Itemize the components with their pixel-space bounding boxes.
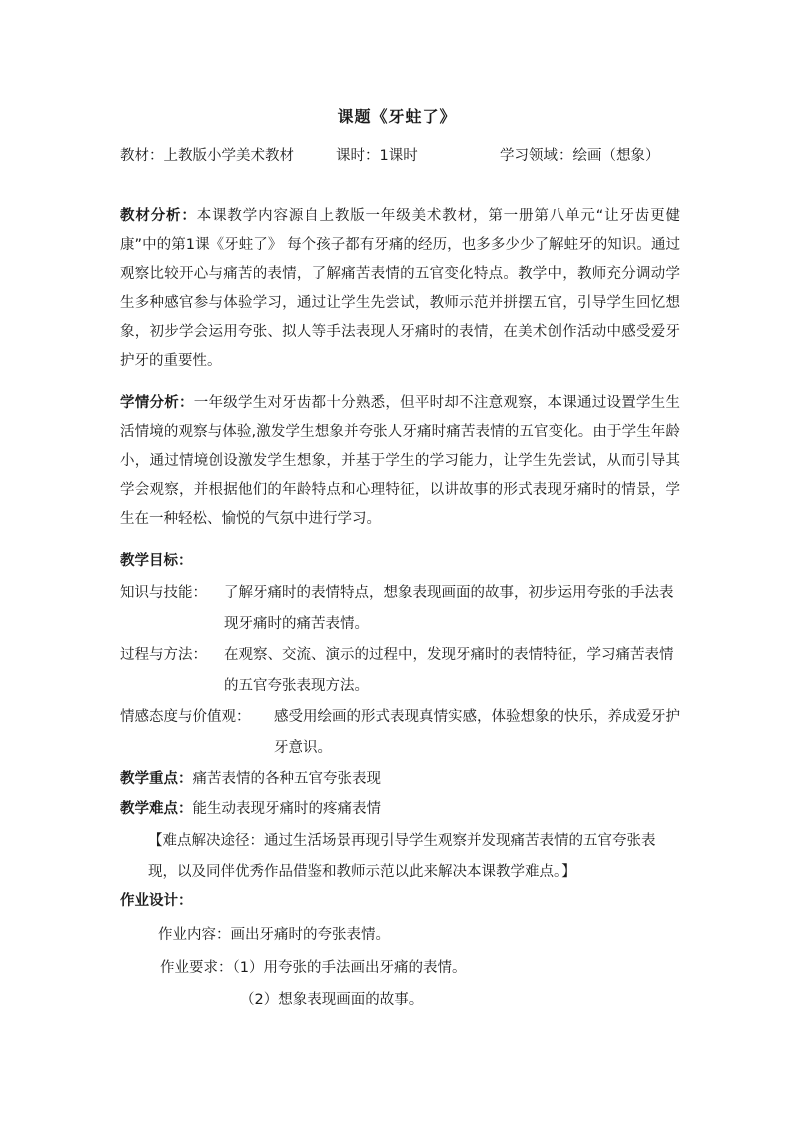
lesson-title: 课题《牙蛀了》 bbox=[337, 107, 457, 126]
textbook-analysis-text: 本课教学内容源自上教版一年级美术教材，第一册第八单元“让牙齿更健康”中的第1课《牙蛀了》 每个孩子都有牙痛的经历，也多多少少了解蛀牙的知识。通过观察比较开心与痛苦的表情，了解痛苦表情的五官变化特点。教学中，教师充分调动学生多种感官参与体验学习，通过让学生先尝试，教师示范并拼摆五官，引导学生回忆想象，初步学会运用夸张、拟人等手法表现人牙痛时的表情，在美术创作活动中感受爱牙护牙的重要性。 bbox=[120, 208, 680, 369]
difficulty-text: 能生动表现牙痛时的疼痛表情 bbox=[192, 801, 381, 817]
meta-hours: 课时：1课时 bbox=[336, 148, 418, 164]
learner-analysis-text: 一年级学生对牙齿都十分熟悉，但平时却不注意观察，本课通过设置学生生活情境的观察与体验,激发学生想象并夸张人牙痛时痛苦表情的五官变化。由于学生年龄小，通过情境创设激发学生想象，并基于学生的学习能力，让学生先尝试，从而引导其学会观察，并根据他们的年龄特点和心理特征，以讲故事的形式表现牙痛时的情景，学生在一种轻松、愉悦的气氛中进行学习。 bbox=[120, 395, 680, 527]
meta-textbook: 教材：上教版小学美术教材 bbox=[120, 148, 294, 164]
difficulty bbox=[120, 797, 381, 818]
difficulty-label: 教学难点： bbox=[120, 801, 193, 817]
textbook-analysis-label: 教材分析： bbox=[120, 208, 197, 224]
goal-knowledge-label: 知识与技能： bbox=[120, 585, 207, 601]
learner-analysis-label: 学情分析： bbox=[120, 395, 194, 411]
homework-requirement-1: 作业要求：（1）用夸张的手法画出牙痛的表情。 bbox=[160, 960, 467, 976]
goal-process-label: 过程与方法： bbox=[120, 647, 207, 663]
meta-field: 学习领域：绘画（想象） bbox=[500, 148, 660, 164]
goal-process-text: 在观察、交流、演示的过程中，发现牙痛时的表情特征，学习痛苦表情的五官夸张表现方法。 bbox=[224, 647, 674, 694]
homework-heading: 作业设计： bbox=[120, 893, 193, 909]
textbook-analysis bbox=[120, 202, 680, 376]
homework-requirement-2: （2）想象表现画面的故事。 bbox=[240, 992, 424, 1008]
homework-content: 作业内容：画出牙痛时的夸张表情。 bbox=[158, 927, 390, 943]
goal-emotion-text: 感受用绘画的形式表现真情实感，体验想象的快乐，养成爱牙护牙意识。 bbox=[274, 709, 680, 756]
goal-knowledge-text: 了解牙痛时的表情特点，想象表现画面的故事，初步运用夸张的手法表现牙痛时的痛苦表情。 bbox=[224, 585, 674, 632]
difficulty-solution: 【难点解决途径：通过生活场景再现引导学生观察并发现痛苦表情的五官夸张表现，以及同伴优秀作品借鉴和教师示范以此来解决本课教学难点。】 bbox=[148, 833, 656, 880]
key-point-text: 痛苦表情的各种五官夸张表现 bbox=[192, 771, 381, 787]
key-point bbox=[120, 767, 381, 788]
learner-analysis bbox=[120, 389, 680, 534]
goals-heading: 教学目标： bbox=[120, 553, 193, 569]
goal-emotion-label: 情感态度与价值观： bbox=[120, 709, 251, 725]
key-point-label: 教学重点： bbox=[120, 771, 193, 787]
